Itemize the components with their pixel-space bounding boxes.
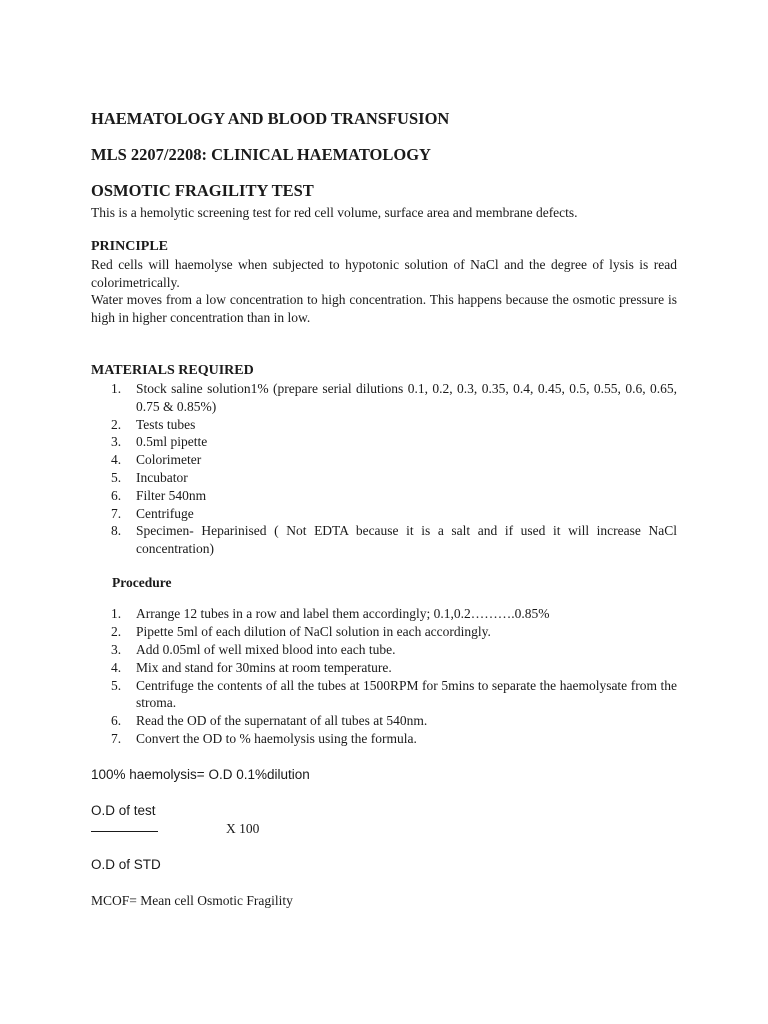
list-item-number: 7.	[111, 505, 122, 521]
list-item	[91, 505, 677, 523]
list-item-text: Stock saline solution1% (prepare serial dilutions 0.1, 0.2, 0.3, 0.35, 0.4, 0.45, 0.5, 0.55, 0.6, 0.65, 0.75 & 0.85%)	[136, 380, 677, 414]
list-item	[91, 416, 677, 434]
list-item-number: 5.	[111, 469, 122, 485]
list-item-text: Centrifuge the contents of all the tubes at 1500RPM for 5mins to separate the haemolysate from the stroma.	[136, 677, 677, 711]
list-item	[91, 730, 677, 748]
list-item-number: 5.	[111, 677, 122, 693]
list-item-number: 2.	[111, 416, 122, 432]
list-item-text: Add 0.05ml of well mixed blood into each tube.	[136, 642, 396, 658]
formula-haemolysis-line: 100% haemolysis= O.D 0.1%dilution	[91, 766, 310, 782]
list-item	[91, 623, 677, 641]
list-item-text: Convert the OD to % haemolysis using the formula.	[136, 731, 417, 747]
list-item	[91, 677, 677, 713]
list-item-number: 4.	[111, 659, 122, 675]
principle-heading: PRINCIPLE	[91, 238, 169, 254]
list-item-text: Read the OD of the supernatant of all tubes at 540nm.	[136, 713, 428, 729]
intro-paragraph: This is a hemolytic screening test for red cell volume, surface area and membrane defects.	[91, 205, 578, 220]
principle-paragraph-1: Red cells will haemolyse when subjected to hypotonic solution of NaCl and the degree of lysis is read colorimetrically.	[91, 256, 677, 290]
list-item-number: 6.	[111, 713, 122, 729]
fraction-line	[91, 831, 158, 832]
list-item-text: Specimen- Heparinised ( Not EDTA because it is a salt and if used it will increase NaCl concentration)	[136, 523, 677, 557]
formula-denominator: O.D of STD	[91, 856, 161, 872]
list-item	[91, 659, 677, 677]
list-item-text: Colorimeter	[136, 452, 202, 468]
list-item-text: Pipette 5ml of each dilution of NaCl solution in each accordingly.	[136, 624, 491, 640]
list-item-number: 3.	[111, 434, 122, 450]
list-item-text: Mix and stand for 30mins at room temperature.	[136, 659, 392, 675]
list-item	[91, 712, 677, 730]
principle-paragraph-2: Water moves from a low concentration to high concentration. This happens because the osmotic pressure is high in higher concentration than in low.	[91, 292, 677, 326]
procedure-list	[91, 605, 677, 747]
procedure-heading: Procedure	[112, 574, 172, 590]
list-item	[91, 605, 677, 623]
list-item	[91, 522, 677, 558]
list-item-number: 1.	[111, 606, 122, 622]
list-item-number: 3.	[111, 642, 122, 658]
list-item-number: 7.	[111, 731, 122, 747]
list-item-text: Filter 540nm	[136, 487, 207, 503]
list-item	[91, 380, 677, 416]
formula-fraction-bar	[91, 820, 677, 838]
list-item-text: Centrifuge	[136, 505, 194, 521]
heading-course: MLS 2207/2208: CLINICAL HAEMATOLOGY	[91, 145, 431, 164]
list-item	[91, 641, 677, 659]
list-item-number: 8.	[111, 523, 122, 539]
list-item-number: 6.	[111, 487, 122, 503]
list-item-text: 0.5ml pipette	[136, 434, 208, 450]
list-item-text: Tests tubes	[136, 416, 196, 432]
heading-department: HAEMATOLOGY AND BLOOD TRANSFUSION	[91, 109, 450, 128]
materials-list	[91, 380, 677, 558]
list-item	[91, 451, 677, 469]
list-item-number: 4.	[111, 452, 122, 468]
materials-heading: MATERIALS REQUIRED	[91, 362, 254, 378]
list-item-text: Arrange 12 tubes in a row and label them accordingly; 0.1,0.2……….0.85%	[136, 606, 550, 622]
formula-numerator: O.D of test	[91, 802, 156, 818]
list-item	[91, 469, 677, 487]
formula-multiplier: X 100	[226, 820, 260, 836]
list-item	[91, 487, 677, 505]
list-item-number: 2.	[111, 624, 122, 640]
heading-test-title: OSMOTIC FRAGILITY TEST	[91, 181, 314, 200]
list-item-text: Incubator	[136, 469, 188, 485]
list-item	[91, 433, 677, 451]
mcof-definition: MCOF= Mean cell Osmotic Fragility	[91, 892, 293, 908]
list-item-number: 1.	[111, 380, 122, 396]
document-page	[91, 108, 677, 910]
